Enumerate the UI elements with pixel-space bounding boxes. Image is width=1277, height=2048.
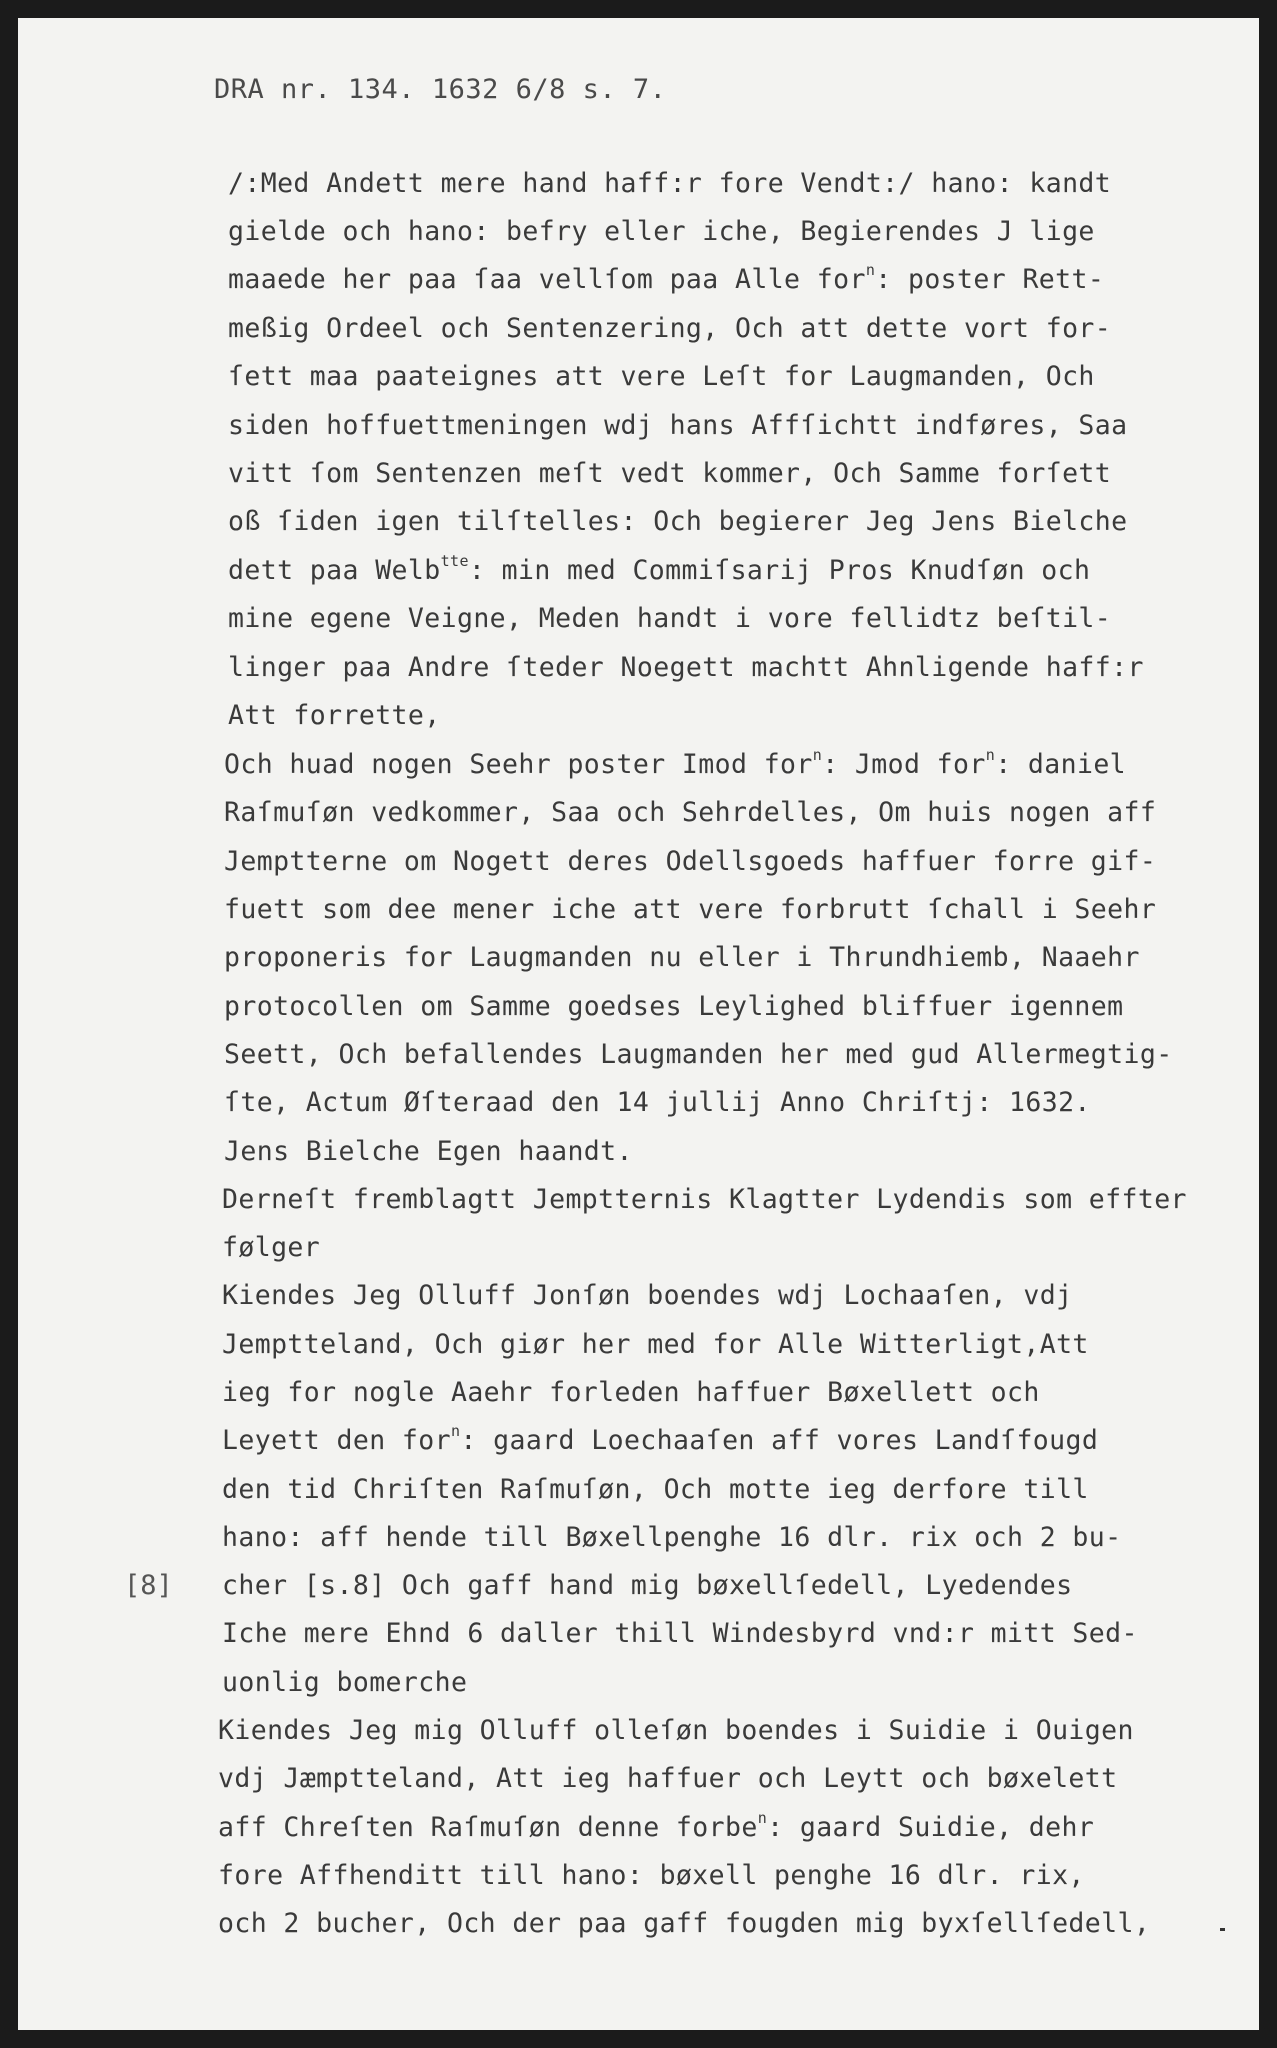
line-text: : poster Rett- — [875, 264, 1105, 295]
text-line — [222, 1570, 1072, 1601]
text-line — [218, 1860, 1085, 1891]
line-text: proponeris for Laugmanden nu eller i Thrundhiemb, Naaehr — [224, 942, 1140, 973]
line-text: Kiendes Jeg Olluff Jonſøn boendes wdj Lochaaſen, vdj — [222, 1280, 1073, 1311]
stray-mark — [1220, 1928, 1225, 1931]
superscript-abbreviation: n — [865, 261, 876, 279]
line-text: mine egene Veigne, Meden handt i vore fellidtz beſtil- — [228, 603, 1112, 634]
line-text: Kiendes Jeg mig Olluff olleſøn boendes i Suidie i Ouigen — [218, 1715, 1134, 1746]
line-text: fuett som dee mener iche att vere forbrutt ſchall i Seehr — [224, 894, 1157, 925]
text-line — [222, 1618, 1138, 1649]
text-line — [222, 1474, 1089, 1505]
line-text: fore Affhenditt till hano: bøxell penghe 16 dlr. rix, — [218, 1860, 1085, 1891]
text-line — [228, 361, 1095, 392]
text-line — [222, 1522, 1122, 1553]
text-line — [228, 552, 1091, 586]
text-line — [228, 458, 1111, 489]
superscript-abbreviation: tte — [440, 552, 469, 570]
text-line — [222, 1667, 467, 1698]
text-line — [224, 746, 1127, 780]
line-text: den tid Chriſten Raſmuſøn, Och motte ieg derfore till — [222, 1474, 1089, 1505]
line-text: Raſmuſøn vedkommer, Saa och Sehrdelles, Om huis nogen aff — [224, 797, 1157, 828]
superscript-abbreviation: n — [812, 746, 823, 764]
text-line — [222, 1329, 1089, 1360]
text-line — [222, 1184, 1187, 1215]
text-line — [228, 603, 1111, 634]
line-text: siden hoffuettmeningen wdj hans Affſichtt indføres, Saa — [228, 410, 1128, 441]
line-text: uonlig bomerche — [222, 1667, 468, 1698]
text-line — [218, 1908, 1150, 1939]
text-line — [224, 846, 1156, 877]
superscript-abbreviation: n — [450, 1422, 461, 1440]
line-text: aff Chreſten Raſmuſøn denne forbe — [218, 1812, 758, 1843]
line-text: : gaard Suidie, dehr — [767, 1812, 1095, 1843]
line-text: Att forrette, — [228, 700, 441, 731]
text-line — [218, 1715, 1134, 1746]
line-text: meßig Ordeel och Sentenzering, Och att dette vort for- — [228, 313, 1112, 344]
line-text: oß ſiden igen tilſtelles: Och begierer Jeg Jens Bielche — [228, 506, 1128, 537]
line-text: vdj Jæmptteland, Att ieg haffuer och Leytt och bøxelett — [218, 1763, 1118, 1794]
line-text: følger — [222, 1232, 321, 1263]
line-text: och 2 bucher, Och der paa gaff fougden mig byxſellſedell, — [218, 1908, 1151, 1939]
text-line — [228, 313, 1111, 344]
text-line — [228, 410, 1128, 441]
line-text: vitt ſom Sentenzen meſt vedt kommer, Och Samme forſett — [228, 458, 1112, 489]
line-text: Leyett den for — [222, 1425, 451, 1456]
line-text: ieg for nogle Aaehr forleden haffuer Bøxellett och — [222, 1377, 1040, 1408]
line-text: ſett maa paateignes att vere Leſt for Laugmanden, Och — [228, 361, 1095, 392]
text-line — [218, 1763, 1118, 1794]
text-line — [224, 1039, 1173, 1070]
margin-page-note: [8] — [124, 1570, 173, 1601]
archive-reference-header: DRA nr. 134. 1632 6/8 s. 7. — [214, 74, 667, 105]
text-line — [228, 652, 1144, 683]
text-line — [224, 894, 1156, 925]
line-text: Jemptterne om Nogett deres Odellsgoeds haffuer forre gif- — [224, 846, 1157, 877]
line-text: Och huad nogen Seehr poster Imod for — [224, 749, 813, 780]
line-text: ſte, Actum Øſteraad den 14 jullij Anno Chriſtj: 1632. — [224, 1087, 1091, 1118]
line-text: : gaard Loechaaſen aff vores Landſfougd — [460, 1425, 1099, 1456]
text-line — [222, 1232, 320, 1263]
line-text: gielde och hano: befry eller iche, Begierendes J lige — [228, 216, 1095, 247]
line-text: maaede her paa ſaa vellſom paa Alle for — [228, 264, 866, 295]
text-line — [224, 1087, 1091, 1118]
line-text: Jemptteland, Och giør her med for Alle Witterligt,Att — [222, 1329, 1089, 1360]
text-line — [224, 942, 1140, 973]
text-line — [224, 797, 1156, 828]
superscript-abbreviation: n — [985, 746, 996, 764]
text-line — [228, 261, 1105, 295]
text-line — [228, 506, 1128, 537]
text-line — [222, 1377, 1040, 1408]
text-line — [222, 1280, 1072, 1311]
text-line — [228, 700, 441, 731]
line-text: /:Med Andett mere hand haff:r fore Vendt:/ hano: kandt — [228, 168, 1112, 199]
line-text: Iche mere Ehnd 6 daller thill Windesbyrd vnd:r mitt Sed- — [222, 1618, 1138, 1649]
superscript-abbreviation: n — [757, 1809, 768, 1827]
text-line — [228, 168, 1111, 199]
line-text: linger paa Andre ſteder Noegett machtt Ahnligende haff:r — [228, 652, 1144, 683]
line-text: cher [s.8] Och gaff hand mig bøxellſedell, Lyedendes — [222, 1570, 1073, 1601]
line-text: Jens Bielche Egen haandt. — [224, 1136, 633, 1167]
text-line — [224, 991, 1124, 1022]
document-page — [18, 18, 1259, 2030]
line-text: : min med Commiſsarij Pros Knudſøn och — [468, 555, 1091, 586]
line-text: : daniel — [995, 749, 1127, 780]
line-text: protocollen om Samme goedses Leylighed bliffuer igennem — [224, 991, 1124, 1022]
text-line — [224, 1136, 633, 1167]
line-text: Seett, Och befallendes Laugmanden her med gud Allermegtig- — [224, 1039, 1173, 1070]
line-text: dett paa Welb — [228, 555, 441, 586]
text-line — [218, 1809, 1095, 1843]
line-text: hano: aff hende till Bøxellpenghe 16 dlr. rix och 2 bu- — [222, 1522, 1122, 1553]
line-text: : Jmod for — [822, 749, 986, 780]
line-text: Derneſt fremblagtt Jemptternis Klagtter Lydendis som effter — [222, 1184, 1187, 1215]
text-line — [222, 1422, 1099, 1456]
text-line — [228, 216, 1095, 247]
